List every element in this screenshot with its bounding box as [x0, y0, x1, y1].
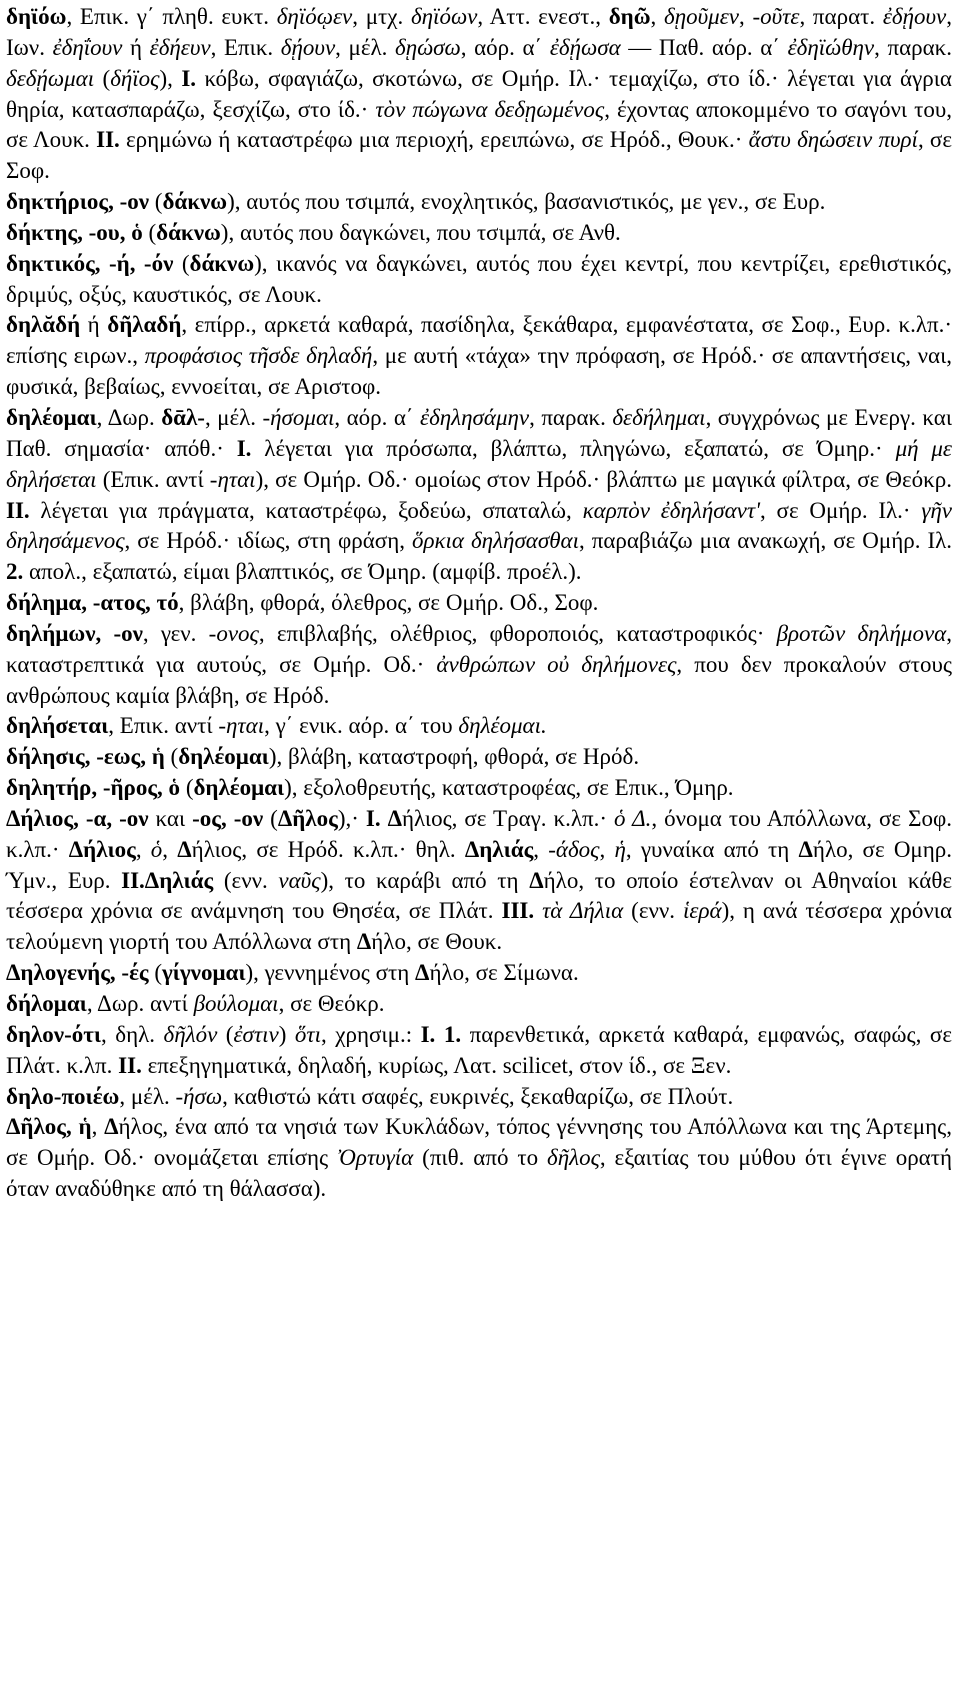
entry-dektikos [6, 249, 952, 311]
entry-text: , μέλ. [335, 34, 396, 60]
entry-text: , Επικ. [210, 34, 281, 60]
entry-delios [6, 804, 952, 958]
entry-text: , γ΄ ενικ. αόρ. α΄ του [264, 713, 459, 739]
entry-text: δηῶ [608, 4, 651, 29]
entry-text: δηλέομαι. [458, 713, 547, 739]
entry-text: , Ιων. [6, 4, 953, 60]
entry-text: οῦτε [760, 4, 800, 29]
entry-text: δεδῄωμαι [6, 65, 95, 91]
entry-text: Δηλιάς [464, 836, 534, 862]
entry-text: δηϊόων [410, 4, 478, 29]
entry-text: , σε Σοφ. [6, 127, 952, 184]
entry-text: Δῆλος [277, 805, 338, 831]
entry-text: δεδήλημαι [612, 404, 706, 430]
entry-text: λέγεται για πρόσωπα, βλάπτω, πληγώνω, εξαπατώ, σε Όμηρ.· [251, 435, 896, 461]
entry-text: τὰ Δήλια [542, 898, 624, 924]
entry-text: , αόρ. α΄ [334, 404, 420, 430]
entry-text: δάκνω [162, 189, 228, 215]
entry-text: Δ [104, 1114, 119, 1140]
entry-text: Δήλιος, -α, -ον [6, 805, 149, 831]
entry-text: ερημώνω ή καταστρέφω μια περιοχή, ερειπώνω, σε Ηρόδ., Θουκ.· [119, 127, 749, 153]
entry-text: , μέλ. [119, 1083, 176, 1109]
entry-text: , επιβλαβής, ολέθριος, φθοροποιός, καταστροφικός· [258, 620, 777, 646]
entry-text: 2. [6, 559, 24, 585]
entry-text: , [533, 836, 549, 862]
entry-text: δηλέομαι [178, 744, 269, 770]
entry-text: , σε Ηρόδ.· ιδίως, στη φράση, [124, 528, 412, 554]
entry-text: ὁ Δ. [614, 805, 652, 831]
entry-text: δάκνω [156, 219, 221, 245]
entry-text: , δηλ. [100, 1021, 164, 1047]
entry-text: -ηται [209, 466, 256, 492]
entry-text: τὸν πώγωνα δεδῃωμένος [375, 96, 605, 122]
entry-text: δήλομαι [6, 991, 87, 1016]
entry-text: Δήλιος [68, 836, 136, 862]
entry-text: ) [278, 1021, 295, 1047]
entry-text: , συγχρόνως με Ενεργ. και Παθ. σημασία· απόθ.· [6, 404, 953, 461]
entry-text: λέγεται για πράγματα, καταστρέφω, ξοδεύω, σπαταλώ, [29, 497, 583, 523]
entry-text: , Επικ. γ΄ πληθ. ευκτ. [66, 4, 277, 29]
entry-text: ἐδήευν [149, 34, 211, 60]
entry-text: ἐδηλησάμην [420, 404, 530, 430]
entry-delonoti [6, 1020, 952, 1082]
entry-text: , γυναίκα από τη [625, 836, 799, 862]
entry-deleter [6, 773, 952, 804]
entry-text: , [91, 1114, 105, 1140]
entry-text: , σε Θεόκρ. [278, 991, 385, 1016]
entry-text: , παρακ. [529, 404, 613, 430]
entry-text: I. [181, 65, 197, 91]
entry-text: I. [236, 435, 252, 461]
entry-text: ( [164, 744, 179, 770]
entry-text: ἐδῄουν [882, 4, 947, 29]
entry-text: ἱερά [683, 898, 722, 924]
entry-text: -ηται [218, 713, 265, 739]
entry-text: ), σε Ομήρ. Οδ.· ομοίως στον Ηρόδ.· βλάπτω με μαγικά φίλτρα, σε Θεόκρ. [255, 466, 952, 492]
entry-text: Δηλογενής, -ές [6, 960, 149, 986]
entry-text: Δ [415, 960, 430, 986]
entry-text: ( [94, 65, 111, 91]
entry-text: ), αυτός που τσιμπά, ενοχλητικός, βασανιστικός, με γεν., σε Ευρ. [227, 189, 826, 215]
entry-text: ), [159, 65, 182, 91]
entry-text: ἀνθρώπων οὐ δηλήμονες [436, 651, 677, 677]
entry-text: ), αυτός που δαγκώνει, που τσιμπά, σε Ανθ. [220, 219, 621, 245]
entry-text: κόβω, σφαγιάζω, σκοτώνω, σε Ομήρ. Ιλ.· τεμαχίζω, στο ίδ.· λέγεται για άγρια θηρία, κατασπαράζω, ξεσχίζω, στο ίδ.· [6, 65, 952, 122]
entry-text: , που δεν προκαλούν στους ανθρώπους καμία βλάβη, σε Ηρόδ. [6, 651, 952, 708]
entry-text: , με αυτή «τάχα» την πρόφαση, σε Ηρόδ.· σε απαντήσεις, ναι, φυσικά, βεβαίως, εννοείται, σε Αριστοφ. [6, 343, 953, 400]
entry-text: , [135, 836, 151, 862]
entry-text: -ονος [208, 620, 259, 646]
entry-text: δηκτήριος, -ον [6, 189, 150, 215]
entry-text: δηλήσεται [6, 713, 109, 739]
entry-text: Δ [387, 805, 402, 831]
entry-text: ( [149, 189, 163, 215]
entry-text: Δ [529, 867, 544, 893]
entry-text: παρενθετικά, αρκετά καθαρά, εμφανώς, σαφώς, σε Πλάτ. κ.λπ. [6, 1021, 952, 1078]
entry-text: Ὀρτυγία [337, 1145, 414, 1171]
entry-text: , [96, 404, 108, 430]
entry-text: -ήσομαι [262, 404, 335, 430]
entry-text: ναῦς [278, 867, 321, 893]
entry-text: , παρατ. [799, 4, 883, 29]
entry-text: δηϊόω [6, 4, 67, 29]
entry-text: I. 1. [420, 1021, 462, 1047]
entry-text: ἄστυ δηώσειν πυρί [748, 127, 918, 153]
entry-text: Δ [356, 929, 372, 955]
entry-text: δηλον-ότι [6, 1021, 101, 1047]
entry-text: ήλο, σε Σίμωνα. [429, 960, 579, 986]
entry-deioo [6, 2, 952, 187]
entry-text: ἐδηΐουν [52, 34, 123, 60]
entry-delopoieo [6, 1082, 952, 1113]
entry-text: δᾱλ- [161, 404, 205, 430]
entry-text: ὁ [150, 836, 163, 862]
entry-delogenes [6, 958, 952, 989]
entry-text: ή [80, 312, 108, 338]
entry-text: δῃώσω [395, 34, 461, 60]
entry-text: δῆλος [547, 1145, 600, 1171]
entry-text: (πιθ. από το [413, 1145, 547, 1171]
entry-text: ( [173, 250, 190, 276]
entry-text: , παραβιάζω μια ανακωχή, σε Ομήρ. Ιλ. [578, 528, 952, 554]
entry-text: ήλιος, σε Τραγ. κ.λπ.· [401, 805, 615, 831]
entry-text: , επίρρ., αρκετά καθαρά, πασίδηλα, ξεκάθαρα, εμφανέστατα, σε Σοφ., Ευρ. κ.λπ.· επίσης ειρων., [6, 312, 953, 369]
entry-text: , μτχ. [352, 4, 411, 29]
entry-text: ἡ [614, 836, 626, 862]
entry-text: γίγνομαι [162, 960, 246, 986]
entry-text: βούλομαι [193, 991, 279, 1016]
entry-text: I. [365, 805, 381, 831]
entry-text: ήλο, σε Ομηρ. Ύμν., Ευρ. [6, 836, 953, 893]
entry-text: -άδος [548, 836, 600, 862]
entry-text: , [162, 836, 178, 862]
entry-text: -ος, -ον [192, 805, 264, 831]
entry-text: δηϊόῳεν [276, 4, 353, 29]
entry-text: Δῆλος, ἡ [6, 1114, 92, 1140]
entry-text: δῆλόν [163, 1021, 218, 1047]
entry-text: Δ [177, 836, 192, 862]
entry-text: ἐδηϊώθην [787, 34, 875, 60]
entry-text: γῆν δηλησάμενος [6, 497, 952, 554]
entry-text: , Επικ. αντί [108, 713, 219, 739]
entry-text: δῄουν [280, 34, 336, 60]
entry-delesetai [6, 711, 952, 742]
entry-text: , Δωρ. αντί [86, 991, 194, 1016]
entry-deleomai [6, 403, 952, 588]
entry-text: II.Δηλιάς [121, 867, 214, 893]
entry-text: δήκτης, -ου, ὁ [6, 219, 143, 245]
entry-text: ήλο, το οποίο έστελναν οι Αθηναίοι κάθε τέσσερα χρόνια σε ανάμνηση του Θησέα, σε Πλάτ. [6, 867, 952, 924]
entry-deladi [6, 310, 952, 403]
entry-text: μή με δηλήσεται [6, 435, 952, 492]
entry-text: , όνομα του Απόλλωνα, σε Σοφ. κ.λπ.· [6, 805, 952, 862]
entry-text: δάκνω [189, 250, 255, 276]
entry-text: ὅτι [294, 1021, 322, 1047]
entry-text: II. [96, 127, 120, 153]
entry-text: (ενν. [623, 898, 683, 924]
entry-text: ( [148, 960, 163, 986]
entry-text: δήϊος [110, 65, 160, 91]
entry-text: ἐδῄωσα [549, 34, 621, 60]
entry-text: , αόρ. α΄ [460, 34, 550, 60]
entry-text [381, 806, 388, 831]
entry-text: δῆλαδή [107, 312, 182, 338]
entry-text: δηλήμων, -ον [6, 620, 143, 646]
entry-text: ήλος, ένα από τα νησιά των Κυκλάδων, τόπος γέννησης του Απόλλωνα και της Άρτεμης, σε Ομήρ. Οδ.· ονομάζεται επίσης [6, 1114, 953, 1171]
entry-text: δηλητήρ, -ῆρος, ὁ [6, 775, 181, 801]
entry-text: , χρησιμ.: [321, 1021, 421, 1047]
entry-text: ήλιος, σε Ηρόδ. κ.λπ.· θηλ. [191, 836, 465, 862]
entry-text: ὅρκια δηλήσασθαι [411, 528, 579, 554]
entry-text: ), η ανά τέσσερα χρόνια τελούμενη γιορτή του Απόλλωνα στη [6, 898, 952, 955]
entry-text: , παρακ. [874, 34, 953, 60]
entry-text: Δωρ. [107, 404, 155, 430]
entry-text: , εξαιτίας του μύθου ότι έγινε ορατή όταν αναδύθηκε από τη θάλασσα). [6, 1145, 952, 1202]
entry-text: ( [180, 775, 194, 801]
entry-text: II. [118, 1052, 142, 1078]
entry-text: , καταστρεπτικά για αυτούς, σε Ομήρ. Οδ.· [6, 620, 952, 677]
entry-text: ), το καράβι από τη [320, 867, 530, 893]
entry-text: δηλᾰδή [6, 312, 81, 338]
entry-text: , καθιστώ κάτι σαφές, ευκρινές, ξεκαθαρίζω, σε Πλούτ. [222, 1083, 734, 1109]
entry-delos [6, 1112, 952, 1205]
entry-text: (ενν. [213, 867, 279, 893]
entry-text: Δ [798, 836, 813, 862]
entry-text: ήλο, σε Θουκ. [371, 929, 503, 955]
entry-text: (Επικ. αντί [96, 466, 210, 492]
entry-text: δῃοῦμεν [664, 4, 739, 29]
entry-text: ἐστιν [233, 1021, 279, 1047]
entry-text: , σε Ομήρ. Ιλ.· [760, 497, 922, 523]
entry-text: δηλέομαι [193, 775, 285, 801]
entry-text: ( [217, 1021, 234, 1047]
entry-text: , - [738, 4, 761, 29]
entry-text: δήλημα, -ατος, τό [6, 590, 179, 616]
entry-text [534, 898, 542, 923]
entry-text: δήλησις, -εως, ἡ [6, 744, 165, 770]
entry-text: ),· [337, 805, 366, 831]
entry-text: ), γεννημένος στη [245, 960, 416, 986]
entry-text: προφάσιος τῆσδε δηλαδή [144, 343, 373, 369]
entry-text: III. [501, 898, 535, 924]
entry-text: ή [122, 34, 150, 60]
entry-text: , Αττ. ενεστ., [477, 4, 609, 29]
entry-text: απολ., εξαπατώ, είμαι βλαπτικός, σε Όμηρ. (αμφίβ. προέλ.). [23, 559, 582, 585]
entry-text: δηλο-ποιέω [6, 1083, 120, 1109]
entry-text: — Παθ. αόρ. α΄ [620, 34, 788, 60]
entry-text: II. [6, 497, 30, 523]
entry-text: δηκτικός, -ή, -όν [6, 250, 174, 276]
entry-dektes [6, 218, 952, 249]
entry-text: ( [263, 805, 278, 831]
entry-text: και [148, 805, 193, 831]
entry-text: δηλέομαι [6, 404, 97, 430]
entry-text: ( [142, 219, 157, 245]
entry-text: , βλάβη, φθορά, όλεθρος, σε Ομήρ. Οδ., Σοφ. [178, 590, 599, 616]
entry-delemon [6, 619, 952, 712]
entry-text: καρπὸν ἐδηλήσαντ' [582, 497, 761, 523]
entry-dekterios [6, 187, 952, 218]
entry-text: βροτῶν δηλήμονα [776, 620, 947, 646]
entry-text: -ήσω [175, 1083, 223, 1109]
entry-delesis [6, 742, 952, 773]
entry-text: , [650, 4, 664, 29]
entry-text: ), ικανός να δαγκώνει, αυτός που έχει κεντρί, που κεντρίζει, ερεθιστικός, δριμύς, οξύς, καυστικός, σε Λουκ. [6, 250, 952, 307]
entry-text: , γεν. [142, 620, 209, 646]
entry-text: , [599, 836, 615, 862]
entry-text: , έχοντας αποκομμένο το σαγόνι του, σε Λουκ. [6, 96, 953, 153]
entry-text: ), βλάβη, καταστροφή, φθορά, σε Ηρόδ. [268, 744, 640, 770]
entry-text: επεξηγηματικά, δηλαδή, κυρίως, Λατ. scilicet, στον ίδ., σε Ξεν. [141, 1052, 732, 1078]
entry-delomai [6, 989, 952, 1020]
entry-delema [6, 588, 952, 619]
entry-text: ), εξολοθρευτής, καταστροφέας, σε Επικ., Όμηρ. [284, 775, 734, 801]
entry-text: , μέλ. [204, 404, 263, 430]
